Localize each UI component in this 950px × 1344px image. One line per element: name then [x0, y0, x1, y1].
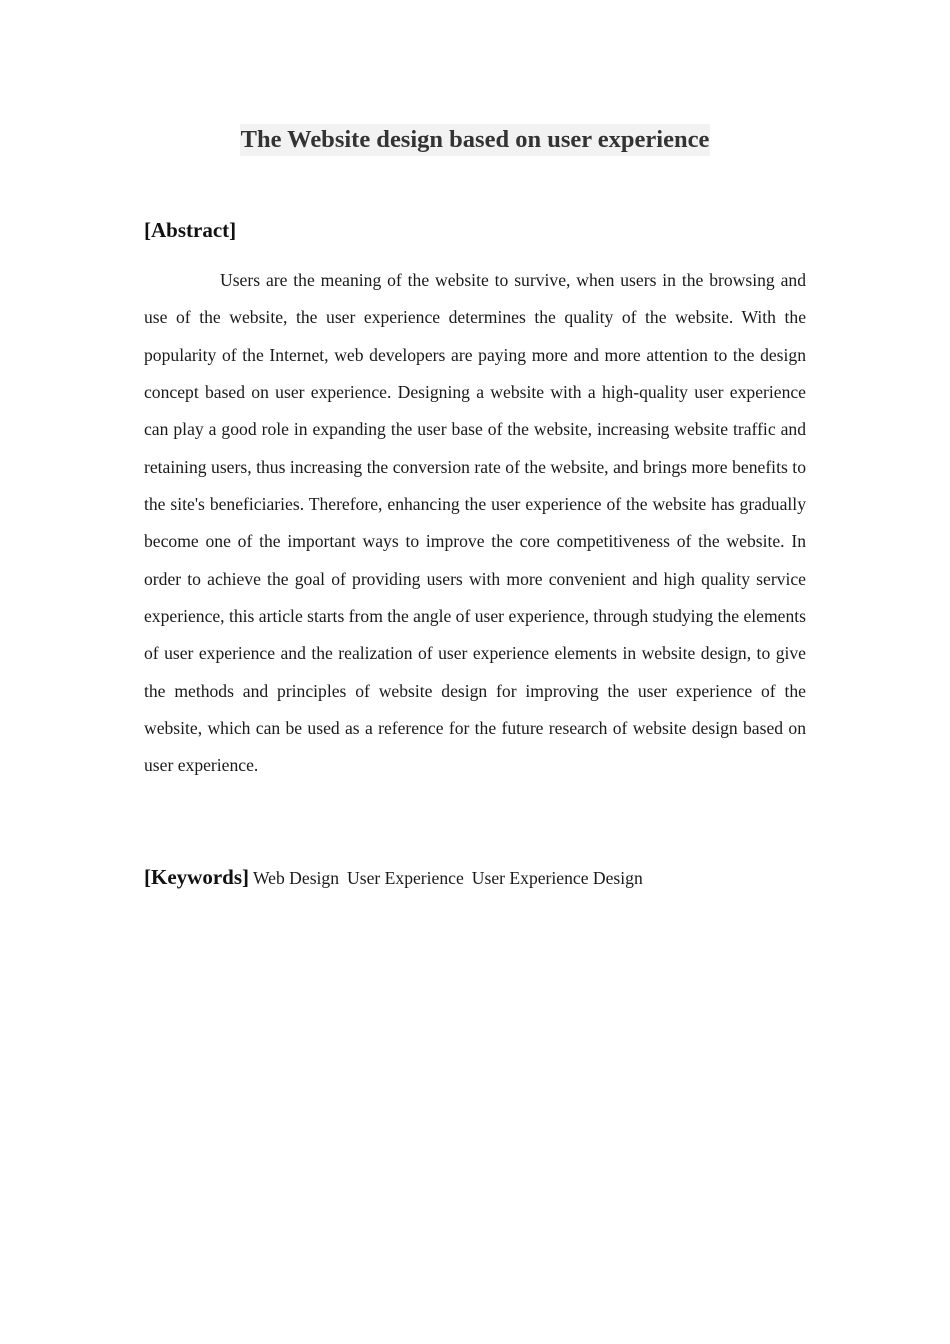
document-title: The Website design based on user experience — [240, 124, 711, 156]
keywords-line — [144, 860, 643, 897]
abstract-heading: [Abstract] — [144, 218, 237, 242]
title-container — [144, 124, 806, 156]
abstract-body: Users are the meaning of the website to survive, when users in the browsing and use of the website, the user experience determines the quality of the website. With the popularity of the Internet, web developers are paying more and more attention to the design concept based on user experience. Designing a website with a high-quality user experience can play a good role in expanding the user base of the website, increasing website traffic and retaining users, thus increasing the conversion rate of the website, and brings more benefits to the site's beneficiaries. Therefore, enhancing the user experience of the website has gradually become one of the important ways to improve the core competitiveness of the website. In order to achieve the goal of providing users with more convenient and high quality service experience, this article starts from the angle of user experience, through studying the elements of user experience and the realization of user experience elements in website design, to give the methods and principles of website design for improving the user experience of the website, which can be used as a reference for the future research of website design based on user experience. — [144, 270, 806, 776]
keyword-item: User Experience Design — [471, 868, 643, 888]
keyword-item: User Experience — [347, 868, 464, 888]
keyword-item: Web Design — [252, 868, 340, 888]
keywords-label: [Keywords] — [144, 865, 249, 889]
